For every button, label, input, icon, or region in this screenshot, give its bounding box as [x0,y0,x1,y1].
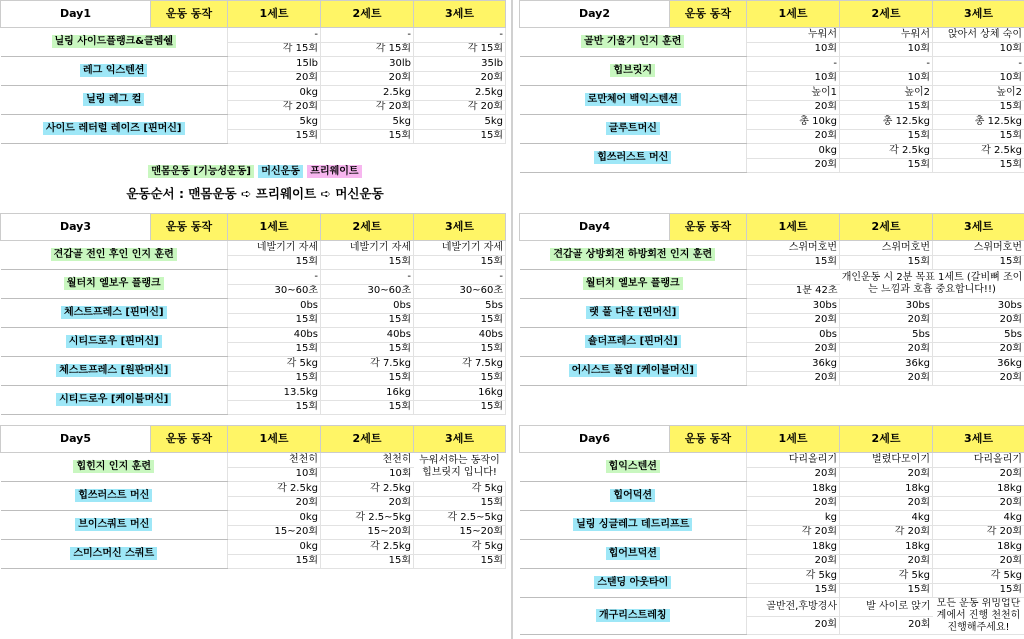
header-s3: 3세트 [414,1,506,28]
header-s2: 2세트 [840,426,933,453]
set-reps: 30~60초 [228,284,321,299]
set-reps: 15회 [414,342,506,357]
set-reps: 10회 [747,42,840,57]
set-reps: 15회 [321,255,414,270]
header-exercise: 운동 동작 [151,426,228,453]
exercise-name: 힙어브덕션 [606,547,660,560]
set-value: 30bs [933,299,1024,314]
set-reps: 15회 [414,496,506,511]
exercise-cell [520,511,747,540]
set-value: 18kg [933,540,1024,555]
set-reps: 10회 [933,71,1024,86]
set-value: 각 5kg [933,569,1024,584]
exercise-name: 숄더프레스 [핀머신] [585,335,681,348]
day-title [520,214,670,241]
set-reps: 20회 [747,371,840,386]
exercise-cell [520,357,747,386]
legend-freeweight: 프리웨이트 [307,165,361,178]
set-reps: 20회 [747,313,840,328]
day-label: Day5 [59,432,92,445]
set-reps: 10회 [321,467,414,482]
column-divider [511,0,513,639]
set-value: 13.5kg [228,386,321,401]
set-reps: 20회 [933,554,1024,569]
set-reps: 10회 [747,71,840,86]
set-value: 0kg [228,86,321,101]
set-reps: 20회 [747,496,840,511]
set-reps: 20회 [321,496,414,511]
set-reps: 15회 [414,313,506,328]
set-reps: 15~20회 [414,525,506,540]
exercise-name: 랫 풀 다운 [핀머신] [586,306,679,319]
set-value: 2.5kg [414,86,506,101]
set-value: 0kg [228,540,321,555]
exercise-cell [520,270,747,299]
set-value: 스위머호번 [840,241,933,256]
set-reps: 20회 [747,100,840,115]
set-value: 높이2 [840,86,933,101]
set-value: 누워서 [840,28,933,43]
set-value: 스위머호번 [747,241,840,256]
set-reps: 15~20회 [321,525,414,540]
set-reps: 15회 [840,158,933,173]
set-value: kg [747,511,840,526]
set-reps: 15회 [933,255,1024,270]
set-reps: 15회 [228,371,321,386]
exercise-cell [520,569,747,598]
set-value: 36kg [933,357,1024,372]
exercise-name: 월터치 엘보우 플랭크 [583,277,683,290]
set-reps: 15회 [414,554,506,569]
set-reps: 15회 [228,342,321,357]
exercise-cell [520,115,747,144]
set-reps: 20회 [933,496,1024,511]
set-reps: 15회 [321,129,414,144]
set-reps: 20회 [840,467,933,482]
set-reps: 15회 [840,100,933,115]
header-exercise: 운동 동작 [670,426,747,453]
legend-line [0,162,510,177]
set-value: 다리올리기 [933,453,1024,468]
set-reps: 15회 [414,255,506,270]
set-reps: 20회 [933,371,1024,386]
exercise-name: 닐링 레그 컬 [83,93,144,106]
set-value: 총 12.5kg [933,115,1024,130]
set-value: 각 5kg [747,569,840,584]
header-exercise: 운동 동작 [670,214,747,241]
exercise-cell [1,453,228,482]
set-reps: 20회 [840,616,933,635]
set-value: 각 2.5kg [933,144,1024,159]
set-value: 각 2.5kg [321,540,414,555]
set-value: 0kg [747,144,840,159]
set-value: 5bs [840,328,933,343]
set-reps: 30~60초 [321,284,414,299]
set-reps: 10회 [933,42,1024,57]
set-reps: 20회 [840,342,933,357]
set-value: 각 7.5kg [321,357,414,372]
set-value: 각 2.5~5kg [321,511,414,526]
set-value: 각 5kg [414,482,506,497]
set-value: 30lb [321,57,414,72]
exercise-cell [1,270,228,299]
set-reps: 20회 [321,71,414,86]
set-reps: 15회 [933,100,1024,115]
set-reps: 15회 [321,342,414,357]
day-label: Day3 [59,220,92,233]
header-s3: 3세트 [933,214,1024,241]
header-s1: 1세트 [747,214,840,241]
exercise-name: 브이스쿼트 머신 [75,518,152,531]
exercise-name: 힙익스텐션 [606,460,660,473]
set-value: 네발기기 자세 [414,241,506,256]
exercise-cell [520,57,747,86]
set-value: 누워서 [747,28,840,43]
set-reps: 20회 [840,496,933,511]
set-value: - [840,57,933,72]
set-reps: 20회 [840,371,933,386]
set-reps: 각 15회 [414,42,506,57]
exercise-cell [1,540,228,569]
set-value: 5bs [414,299,506,314]
day-title [1,1,151,28]
exercise-name: 힙쓰러스트 머신 [594,151,671,164]
set-reps: 각 20회 [840,525,933,540]
set-value: 천천히 [228,453,321,468]
set-value: 30bs [747,299,840,314]
exercise-cell [1,482,228,511]
set-reps: 각 20회 [933,525,1024,540]
header-s1: 1세트 [228,1,321,28]
exercise-cell [1,115,228,144]
set-reps: 15~20회 [228,525,321,540]
set-value: 18kg [933,482,1024,497]
exercise-name: 힙브릿지 [610,64,655,77]
exercise-name: 골반 기울기 인지 훈련 [581,35,684,48]
exercise-name: 로만체어 백익스텐션 [585,93,681,106]
exercise-cell [520,453,747,482]
set-reps: 15회 [228,400,321,415]
day4-table [519,213,1024,386]
legend-machine: 머신운동 [258,165,303,178]
set-reps: 20회 [747,342,840,357]
exercise-cell [1,86,228,115]
header-s2: 2세트 [321,214,414,241]
set-reps: 15회 [228,255,321,270]
exercise-cell [1,299,228,328]
set-value: 각 7.5kg [414,357,506,372]
set-value: 높이1 [747,86,840,101]
merged-note: 누워서하는 동작이 힙브릿지 입니다! [414,453,506,482]
set-reps: 20회 [747,616,840,635]
day-title [1,426,151,453]
exercise-name: 닐링 사이드플랭크&클렘쉘 [52,35,176,48]
merged-note: 모든 운동 위밍업단계에서 진행 천천히 진행해주세요! [933,598,1024,635]
legend-bodyweight: 맨몸운동 [기능성운동] [148,165,254,178]
day-title [1,214,151,241]
set-value: 36kg [747,357,840,372]
set-value: 각 5kg [414,540,506,555]
exercise-cell [520,598,747,635]
set-value: 각 2.5kg [321,482,414,497]
header-exercise: 운동 동작 [151,214,228,241]
set-value: 각 2.5kg [228,482,321,497]
set-value: 18kg [747,482,840,497]
header-s2: 2세트 [321,1,414,28]
header-exercise: 운동 동작 [151,1,228,28]
set-value: - [228,270,321,285]
set-reps: 20회 [747,554,840,569]
set-value: 5kg [321,115,414,130]
set-reps: 각 20회 [321,100,414,115]
set-reps: 20회 [933,467,1024,482]
set-value: 4kg [933,511,1024,526]
header-s2: 2세트 [840,1,933,28]
set-reps: 15회 [933,583,1024,598]
set-value: 0bs [747,328,840,343]
set-value: 2.5kg [321,86,414,101]
set-reps: 20회 [228,496,321,511]
set-reps: 15회 [840,129,933,144]
set-value: 벌렸다모이기 [840,453,933,468]
header-s3: 3세트 [414,426,506,453]
set-reps: 15회 [747,255,840,270]
set-reps: 20회 [840,554,933,569]
set-value: 네발기기 자세 [321,241,414,256]
set-reps: 20회 [840,313,933,328]
set-reps: 15회 [228,554,321,569]
exercise-name: 체스트프레스 [핀머신] [61,306,167,319]
exercise-cell [1,57,228,86]
set-value: 앉아서 상체 숙이 [933,28,1024,43]
exercise-cell [1,28,228,57]
set-reps: 30~60초 [414,284,506,299]
header-s1: 1세트 [228,214,321,241]
set-value: 다리올리기 [747,453,840,468]
exercise-name: 글루트머신 [606,122,660,135]
day-label: Day6 [578,432,611,445]
set-value: 4kg [840,511,933,526]
exercise-name: 견갑골 전인 후인 인지 훈련 [51,248,177,261]
header-s2: 2세트 [840,214,933,241]
exercise-name: 닐링 싱글레그 데드리프트 [573,518,692,531]
set-value: 15lb [228,57,321,72]
set-reps: 10회 [840,42,933,57]
set-reps: 15회 [414,129,506,144]
set-reps: 15회 [414,371,506,386]
header-exercise: 운동 동작 [670,1,747,28]
day5-table [0,425,505,569]
set-reps: 15회 [228,129,321,144]
set-reps: 15회 [840,255,933,270]
header-s1: 1세트 [747,1,840,28]
exercise-name: 체스트프레스 [원판머신] [56,364,171,377]
day1-table [0,0,505,144]
exercise-name: 견갑골 상방회전 하방회전 인지 훈련 [550,248,715,261]
exercise-cell [1,328,228,357]
set-value: 5kg [228,115,321,130]
exercise-cell [520,328,747,357]
set-reps: 15회 [321,313,414,328]
set-value: 높이2 [933,86,1024,101]
exercise-name: 힙쓰러스트 머신 [75,489,152,502]
day6-table [519,425,1024,635]
set-reps: 15회 [747,583,840,598]
set-reps: 15회 [933,129,1024,144]
exercise-name: 개구리스트레칭 [596,609,670,622]
exercise-cell [520,144,747,173]
day-label: Day2 [578,7,611,20]
exercise-name: 사이드 레터럴 레이즈 [핀머신] [43,122,185,135]
set-reps: 10회 [840,71,933,86]
set-value: 35lb [414,57,506,72]
day-title [520,426,670,453]
set-value: 각 5kg [840,569,933,584]
set-reps: 15회 [840,583,933,598]
set-value: 스위머호번 [933,241,1024,256]
exercise-cell [1,357,228,386]
exercise-cell [520,299,747,328]
exercise-name: 월터치 엘보우 플랭크 [64,277,164,290]
day-label: Day1 [59,7,92,20]
header-s3: 3세트 [414,214,506,241]
day-label: Day4 [578,220,611,233]
set-value: 16kg [321,386,414,401]
set-reps: 20회 [933,313,1024,328]
exercise-name: 스미스머신 스쿼트 [70,547,157,560]
set-value: 0bs [321,299,414,314]
exercise-cell [520,540,747,569]
set-reps: 15회 [321,400,414,415]
set-reps: 15회 [933,158,1024,173]
exercise-cell [520,86,747,115]
set-value [747,270,840,285]
set-value: 40bs [228,328,321,343]
set-value: 18kg [747,540,840,555]
exercise-name: 어시스트 풀업 [케이블머신] [569,364,697,377]
set-value: - [321,270,414,285]
set-reps: 15회 [321,554,414,569]
set-reps: 15회 [414,400,506,415]
set-reps: 15회 [321,371,414,386]
set-reps: 20회 [228,71,321,86]
exercise-name: 시티드로우 [핀머신] [66,335,162,348]
set-reps: 10회 [228,467,321,482]
set-value: 골반전,후방경사 [747,598,840,617]
day3-table [0,213,505,415]
exercise-name: 시티드로우 [케이블머신] [56,393,171,406]
exercise-name: 스탠딩 아웃타이 [594,576,671,589]
exercise-name: 힙힌지 인지 훈련 [73,460,154,473]
set-value: - [747,57,840,72]
exercise-name: 힙어덕션 [610,489,655,502]
set-value: 각 2.5~5kg [414,511,506,526]
set-value: 40bs [414,328,506,343]
set-value: 40bs [321,328,414,343]
set-value: 총 12.5kg [840,115,933,130]
set-value: 5kg [414,115,506,130]
set-reps: 20회 [933,342,1024,357]
set-value: 천천히 [321,453,414,468]
exercise-cell [520,28,747,57]
set-value: 각 2.5kg [840,144,933,159]
exercise-cell [520,482,747,511]
header-s3: 3세트 [933,426,1024,453]
set-reps: 각 15회 [321,42,414,57]
header-s1: 1세트 [228,426,321,453]
header-s3: 3세트 [933,1,1024,28]
order-line: 운동순서 : 맨몸운동 ➪ 프리웨이트 ➪ 머신운동 [126,186,384,201]
day2-table [519,0,1024,173]
merged-note: 개인운동 시 2분 목표 1세트 (갈비뼈 조이는 느낌과 호흡 중요합니다!!) [840,270,1024,299]
set-value: 18kg [840,482,933,497]
exercise-cell [1,511,228,540]
set-reps: 20회 [414,71,506,86]
set-reps: 1분 42초 [747,284,840,299]
set-reps: 20회 [747,129,840,144]
exercise-cell [520,241,747,270]
set-value: 각 5kg [228,357,321,372]
set-value: - [414,270,506,285]
exercise-cell [1,386,228,415]
set-reps: 각 20회 [747,525,840,540]
set-value: 30bs [840,299,933,314]
set-value: - [228,28,321,43]
day-title [520,1,670,28]
set-value: 5bs [933,328,1024,343]
set-reps: 20회 [747,158,840,173]
exercise-name: 레그 익스텐션 [80,64,147,77]
set-value: 네발기기 자세 [228,241,321,256]
set-reps: 각 15회 [228,42,321,57]
set-value: 16kg [414,386,506,401]
set-value: 발 사이로 앉기 [840,598,933,617]
set-reps: 각 20회 [414,100,506,115]
set-value: 36kg [840,357,933,372]
set-value: 0bs [228,299,321,314]
set-value: 총 10kg [747,115,840,130]
set-value: 18kg [840,540,933,555]
set-reps: 20회 [747,467,840,482]
set-reps: 각 20회 [228,100,321,115]
set-value: 0kg [228,511,321,526]
set-value: - [414,28,506,43]
set-reps: 15회 [228,313,321,328]
header-s1: 1세트 [747,426,840,453]
header-s2: 2세트 [321,426,414,453]
exercise-cell [1,241,228,270]
set-value: - [933,57,1024,72]
set-value: - [321,28,414,43]
